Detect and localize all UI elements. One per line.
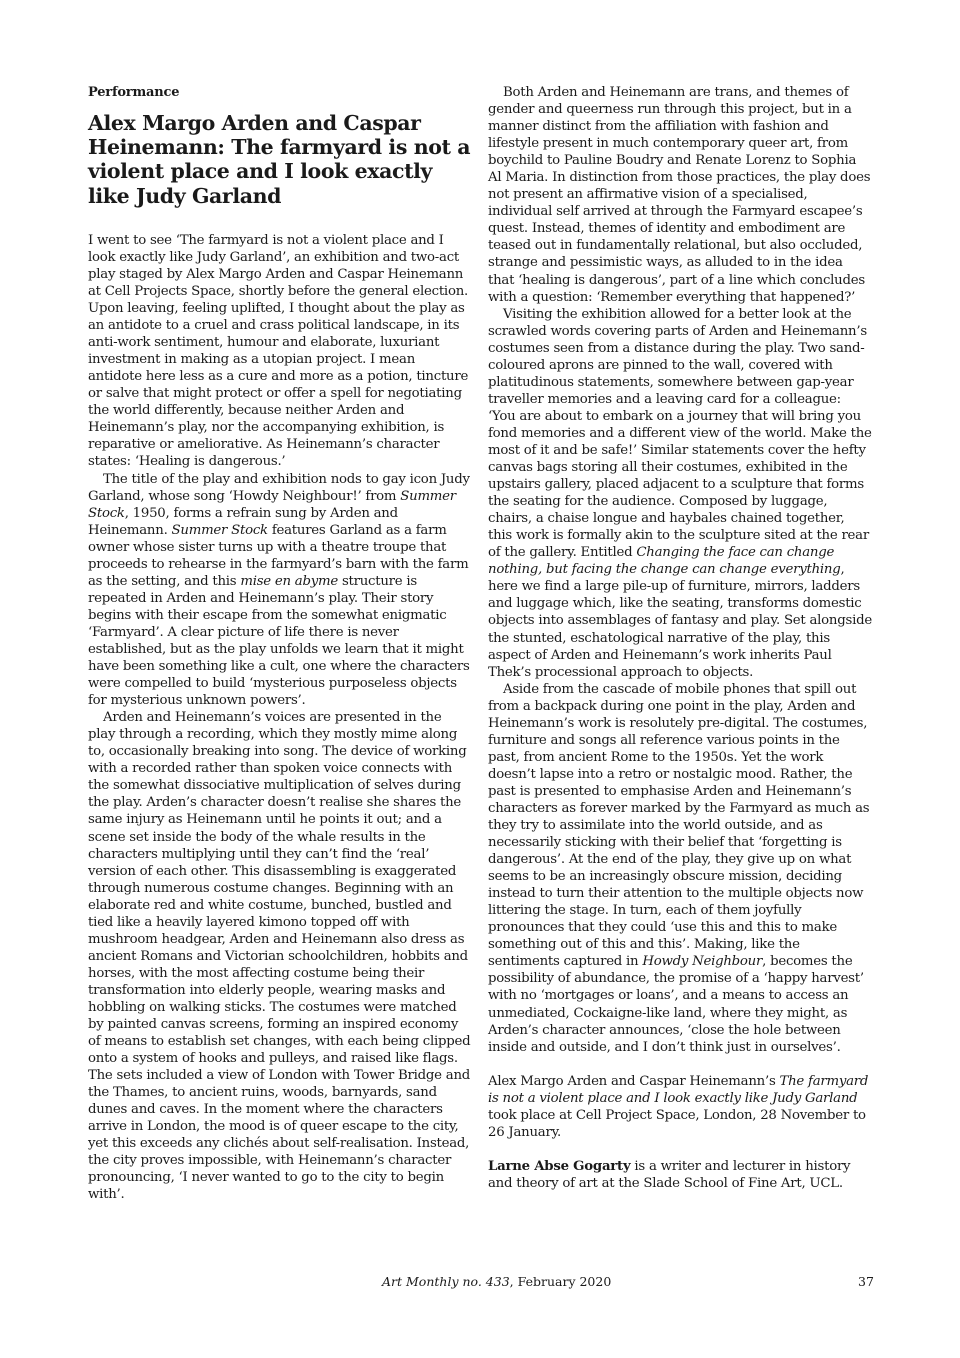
paragraph-text: Aside from the cascade of mobile phones that spill out from a backpack during one point in the play, Arden and Heinemann’s work is resolutely pre-digital. The costumes, furniture and songs all reference various points in the past, from ancient Rome to the 1950s. Yet the work doesn’t lapse into a retro or nostalgic mood. Rather, the past is presented to emphasise Arden and Heinemann’s characters as forever marked by the Farmyard as much as they try to assimilate into the world outside, and as necessarily sticking with their belief that ‘forgetting is dangerous’. At the end of the play, they give up on what seems to be an increasingly obscure mission, deciding instead to turn their attention to the multiple objects now littering the stage. In turn, each of them joyfully pronounces that they could ‘use this and this to make something out of this and this’. Making, like the sentiments captured in [488,681,870,970]
paragraph [488,681,872,1056]
italic-phrase: mise en abyme [240,573,338,589]
paragraph-text: , here we find a large pile-up of furniture, mirrors, ladders and luggage which, like the seating, transforms domestic objects into assemblages of fantasy and play. Set alongside the stunted, eschatological narrative of the play, this aspect of Arden and Heinemann’s work inherits Paul Thek’s processional approach to objects. [488,562,872,680]
paragraph-text: , 1950, forms a refrain sung by Arden and Heinemann. [88,505,398,538]
right-column [488,84,872,1192]
italic-title: Summer Stock [171,522,268,538]
paragraph-text: Alex Margo Arden and Caspar Heinemann’s [488,1073,780,1089]
paragraph [488,84,872,306]
paragraph-text: structure is repeated in Arden and Heinemann’s play. Their story begins with their escape from the somewhat enigmatic ‘Farmyard’. A clear picture of life there is never established, but as the play unfolds we learn that it might have been something like a cult, one where the characters were compelled to build ‘mysterious purposeless objects for mysterious unknown powers’. [88,573,470,709]
paragraph [88,471,472,710]
paragraph-text: I went to see ‘The farmyard is not a violent place and I look exactly like Judy Garland’, an exhibition and two-act play staged by Alex Margo Arden and Caspar Heinemann at Cell Projects Space, shortly before the general election. Upon leaving, feeling uplifted, I thought about the play as an antidote to a cruel and crass political landscape, in its anti-work sentiment, humour and elaborate, luxuriant investment in making as a utopian project. I mean antidote here less as a cure and more as a potion, tincture or salve that might protect or offer a spell for negotiating the world differently, because neither Arden and Heinemann’s play, nor the accompanying exhibition, is reparative or ameliorative. As Heinemann’s character states: ‘Healing is dangerous.’ [88,232,469,470]
italic-title: Howdy Neighbour [642,954,763,970]
author-name: Larne Abse Gogarty [488,1158,631,1174]
publication-name: Art Monthly no. 433 [382,1274,510,1289]
paragraph [88,709,472,1203]
left-column [88,84,472,1204]
paragraph-text: took place at Cell Project Space, London, 28 November to 26 January. [488,1107,866,1140]
page-number: 37 [858,1274,874,1289]
section-label: Performance [88,85,180,100]
italic-title: The farmyard is not a violent place and I look exactly like Judy Garland [488,1073,869,1106]
paragraph-text: Visiting the exhibition allowed for a better look at the scrawled words covering parts of Arden and Heinemann’s costumes seen from a distance during the play. Two sand-coloured aprons are pinned to the wall, covered with platitudinous statements, somewhere between gap-year traveller memories and a leaving card for a colleague: ‘You are about to embark on a journey that will bring you fond memories and a different view of the world. Make the most of it and be safe!’ Similar statements cover the hefty canvas bags storing all their costumes, exhibited in the upstairs gallery, placed adjacent to a sculpture that forms the seating for the audience. Composed by luggage, chairs, a chaise longue and haybales chained together, this work is formally akin to the sculpture sited at the rear of the gallery. Entitled [488,306,872,561]
footer-credit [382,1274,611,1289]
paragraph [488,306,872,681]
author-bio [488,1158,872,1192]
italic-title: Changing the face can change nothing, but facing the change can change everything [488,545,841,578]
paragraph-text: features Garland as a farm owner whose sister turns up with a theatre troupe that proceeds to rehearse in the farmyard’s barn with the farm as the setting, and this [88,522,469,589]
paragraph-text: , becomes the possibility of abundance, the promise of a ‘happy harvest’ with no ‘mortgages or loans’, and a means to access an unmediated, Cockaigne-like land, where they might, as Arden’s character announces, ‘close the hole between inside and outside, and I don’t think just in ourselves’. [488,954,864,1055]
paragraph-text: Arden and Heinemann’s voices are presented in the play through a recording, which they mostly mime along to, occasionally breaking into song. The device of working with a recorded rather than spoken voice connects with the somewhat dissociative multiplication of selves during the play. Arden’s character doesn’t realise she shares the same injury as Heinemann until he points it out; and a scene set inside the body of the whale results in the characters multiplying until they can’t find the ‘real’ version of each other. This disassembling is exaggerated through numerous costume changes. Beginning with an elaborate red and white costume, bunched, bustled and tied like a heavily layered kimono topped off with mushroom headgear, Arden and Heinemann also dress as ancient Romans and Victorian schoolchildren, hobbits and horses, with the most affecting costume being their transformation into elderly people, wearing masks and hobbling on walking sticks. The costumes were matched by painted canvas screens, forming an inspired economy of means to establish set changes, with each being clipped onto a system of hooks and pulleys, and raised like flags. The sets included a view of London with Tower Bridge and the Thames, to ancient ruins, woods, barnyards, sand dunes and caves. In the moment where the characters arrive in London, the mood is of queer escape to the city, yet this exceeds any clichés about self-realisation. Instead, the city proves impossible, with Heinemann’s character pronouncing, ‘I never wanted to go to the city to begin with’. [88,710,471,1203]
publication-date: , February 2020 [509,1274,612,1289]
paragraph [88,232,472,471]
paragraph-text: The title of the play and exhibition nods to gay icon Judy Garland, whose song ‘Howdy Neighbour!’ from [88,471,470,504]
italic-title: Summer Stock [88,488,456,521]
exhibition-note [488,1073,872,1141]
paragraph-text: Both Arden and Heinemann are trans, and themes of gender and queerness run through this project, but in a manner distinct from the affiliation with fashion and lifestyle present in much contemporary queer art, from boychild to Pauline Boudry and Renate Lorenz to Sophia Al Maria. In distinction from those practices, the play does not present an affirmative vision of a specialised, individual self arrived at through the Farmyard escapee’s quest. Instead, themes of identity and embodiment are teased out in fundamentally relational, but also occluded, strange and pessimistic ways, as alluded to in the idea that ‘healing is dangerous’, part of a line which concludes with a question: ‘Remember everything that happened?’ [488,85,871,305]
paragraph-text: is a writer and lecturer in history and theory of art at the Slade School of Fine Art, UCL. [488,1158,851,1191]
article-title: Alex Margo Arden and Caspar Heinemann: The farmyard is not a violent place and I look exactly like Judy Garland [88,111,471,208]
